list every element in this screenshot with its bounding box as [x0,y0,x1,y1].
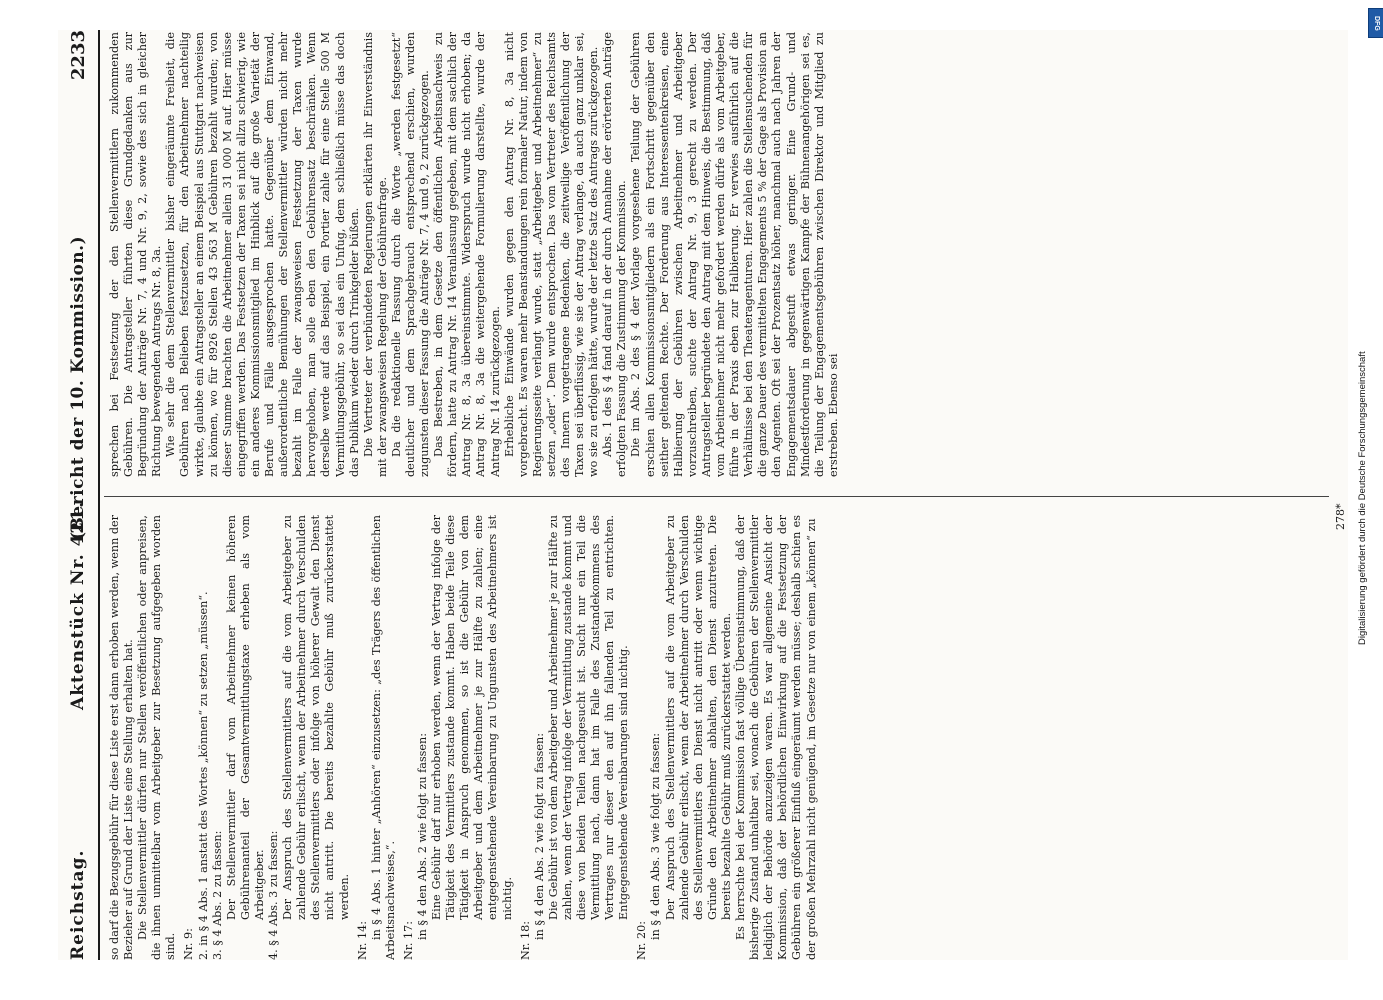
paragraph: in § 4 den Abs. 3 wie folgt zu fassen: [649,732,663,940]
paragraph: Die Vertreter der verbündeten Regierungen erklärten ihr Einverständnis mit der zwangsweisen Regelung der Gebührenfrage. [361,32,389,477]
paragraph: Eine Gebühr darf nur erhoben werden, wenn der Vertrag infolge der Tätigkeit des Vermittlers zustande kommt. Haben beide Teile diese Tätigkeit in Anspruch genommen, so ist die Gebühr von dem Arbeitgeber und dem Arbeitnehmer je zur Hälfte zu zahlen; eine entgegenstehende Vereinbarung zu Ungunsten des Arbeitnehmers ist nichtig. [430,515,514,920]
paragraph: sprechen bei Festsetzung der den Stellenvermittlern zukommenden Gebühren. Die Antragsteller führten diese Grundgedanken aus zur Begründung der Anträge Nr. 7, 4 und Nr. 9, 2, sowie des sich in gleicher Richtung bewegenden Antrags Nr. 8, 3a. [108,32,164,477]
paragraph: Das Bestreben, in dem Gesetze den öffentlichen Arbeitsnachweis zu fördern, hatte zu Antrag Nr. 14 Veranlassung gegeben, mit dem sachlich der Antrag Nr. 8, 3a übereinstimmte. Widerspruch wurde nicht erhoben; da Antrag Nr. 8, 3a die weitergehende Formulierung darstellte, wurde der Antrag Nr. 14 zurückgezogen. [432,32,502,477]
paragraph: Da die redaktionelle Fassung durch die Worte „werden festgesetzt“ deutlicher und dem Sprachgebrauch entsprechend erschien, wurden zugunsten dieser Fassung die Anträge Nr. 7, 4 und 9, 2 zurückgezogen. [389,32,432,477]
section-heading: Nr. 9: [182,928,196,960]
paragraph: Der Anspruch des Stellenvermittlers auf die vom Arbeitgeber zu zahlende Gebühr erlischt, wenn der Arbeitnehmer durch Verschulden des Stellenvermittlers den Dienst nicht antritt oder wenn wichtige Gründe den Arbeitnehmer abhalten, den Dienst anzutreten. Die bereits bezahlte Gebühr muß zurückerstattet werden. [663,515,733,920]
left-column [108,515,1328,960]
signature-mark: 278* [1334,503,1347,530]
paragraph: Der Anspruch des Stellenvermittlers auf die vom Arbeitgeber zu zahlende Gebühr erlischt, wenn der Arbeitnehmer durch Verschulden des Stellenvermittlers oder infolge von höherer Gewalt den Dienst nicht antritt. Die bereits bezahlte Gebühr muß zurückerstattet werden. [281,515,351,920]
paragraph: in § 4 den Abs. 2 wie folgt zu fassen: [532,732,546,940]
paragraph: Abs. 1 des § 4 fand darauf in der durch Annahme der erörterten Anträge erfolgten Fassung die Zustimmung der Kommission. [601,32,629,477]
header-rule [98,30,100,960]
right-column [108,32,1328,477]
paragraph: in § 4 den Abs. 2 wie folgt zu fassen: [415,732,429,940]
dfg-logo: DFG [1368,8,1383,38]
header-title: Aktenstück Nr. 421. [68,500,88,710]
digitization-note-text: Digitalisierung gefördert durch die Deutsche Forschungsgemeinschaft [1357,351,1368,645]
section-heading: Nr. 14: [355,920,369,960]
header-subtitle: (Bericht der 10. Kommission.) [68,235,88,540]
digitization-note [1352,5,1374,645]
paragraph: Die Gebühr ist von dem Arbeitgeber und Arbeitnehmer je zur Hälfte zu zahlen, wenn der Vertrag infolge der Vermittlung zustande kommt und diese von beiden Teilen nachgesucht ist. Sucht nur ein Teil die Vermittlung nach, dann hat im Falle des Zustandekommens des Vertrages nur dieser den auf ihn fallenden Teil zu entrichten. Entgegenstehende Vereinbarungen sind nichtig. [546,515,631,920]
paragraph: Wie sehr die dem Stellenvermittler bisher eingeräumte Freiheit, die Gebühren nach Belieben festzusetzen, für den Arbeitnehmer nachteilig wirkte, glaubte ein Antragsteller an einem Beispiel aus Stuttgart nachweisen zu können, wo für 8926 Stellen 43 563 M Gebühren bezahlt wurden; von dieser Summe brachten die Arbeitnehmer allein 31 000 M auf. Hier müsse eingegriffen werden. Das Festsetzen der Taxen sei nicht allzu schwierig, wie ein anderes Kommissionsmitglied im Hinblick auf die große Varietät der Berufe und Fälle ausgesprochen hatte. Gegenüber dem Einwand, außerordentliche Bemühungen der Stellenvermittler würden nicht mehr bezahlt im Falle der zwangsweisen Festsetzung der Taxen wurde hervorgehoben, man solle eben den Gebührensatz beschränken. Wenn derselbe werde auf das Beispiel, ein Portier zahle für eine Stelle 500 M Vermittlungsgebühr, so sei das ein Unfug, dem schließlich müsse das doch das Publikum wieder durch Trinkgelder büßen. [164,32,361,477]
paragraph: so darf die Bezugsgebühr für diese Liste erst dann erhoben werden, wenn der Bezieher auf Grund der Liste eine Stellung erhalten hat. [108,515,136,960]
column-divider [104,496,1329,497]
header-left: Reichstag. [68,849,88,960]
paragraph: 4. § 4 Abs. 3 zu fassen: [267,830,281,960]
page-header [58,30,98,960]
paragraph: Die im Abs. 2 des § 4 der Vorlage vorgesehene Teilung der Gebühren erschien allen Kommissionsmitgliedern als ein Fortschritt gegenüber den seither geltenden Rechte. Der Forderung aus Interessentenkreisen, eine Halbierung der Gebühren zwischen Arbeitnehmer und Arbeitgeber vorzuschreiben, suchte der Antrag Nr. 9, 3 gerecht zu werden. Der Antragsteller begründete den Antrag mit dem Hinweis, die Bestimmung, daß vom Arbeitnehmer nicht mehr gefordert werden dürfe als vom Arbeitgeber, führe in der Praxis eben zur Halbierung. Er verwies ausführlich auf die Verhältnisse bei den Theateragenturen. Hier zahlen die Stellensuchenden für die ganze Dauer des vermittelten Engagements 5 % der Gage als Provision an den Agenten. Oft sei der Prozentsatz höher, manchmal auch nach Jahren der Engagementsdauer abgestuft etwas geringer. Eine Grund- und Mindestforderung in gegenwärtigen Kampfe der Bühnenangehörigen sei es, die Teilung der Engagementsgebühren zwischen Direktor und Mitglied zu erstreben. Ebenso sei [629,32,840,477]
paragraph: Es herrschte bei der Kommission fast völlige Übereinstimmung, daß der bisherige Zustand unhaltbar sei, wonach die Gebühren der Stellenvermittler lediglich der Behörde anzuzeigen waren. Es war allgemeine Ansicht der Kommission, daß der behördlichen Einwirkung auf die Festsetzung der Gebühren ein größerer Einfluß eingeräumt werden müsse; deshalb schien es der großen Mehrzahl nicht genügend, im Gesetze nur von einem „können“ zu [734,515,818,960]
page-number: 2233 [68,30,89,81]
section-heading: Nr. 18: [518,920,532,960]
paragraph: 3. § 4 Abs. 2 zu fassen: [210,830,224,960]
paragraph: 2. in § 4 Abs. 1 anstatt des Wortes „können“ zu setzen „müssen“. [196,591,210,960]
paragraph: in § 4 Abs. 1 hinter „Anhören“ einzusetzen: „des Trägers des öffentlichen Arbeitsnachweises,“. [369,515,397,960]
paragraph: Erhebliche Einwände wurden gegen den Antrag Nr. 8, 3a nicht vorgebracht. Es waren mehr Beanstandungen rein formaler Natur, indem von Regierungsseite verlangt wurde, statt „Arbeitgeber und Arbeitnehmer“ zu setzen „oder“. Dem wurde entsprochen. Das vom Vertreter des Reichsamts des Innern vorgetragene Bedenken, die zeitweilige Veröffentlichung der Taxen sei überflüssig, wie sie der Antrag verlange, da auch ganz unklar sei, wo sie zu erfolgen hätte, wurde der letzte Satz des Antrags zurückgezogen. [502,32,601,477]
paragraph: Der Stellenvermittler darf vom Arbeitnehmer keinen höheren Gebührenanteil der Gesamtvermittlungstaxe erheben als vom Arbeitgeber. [224,515,266,920]
paragraph: Die Stellenvermittler dürfen nur Stellen veröffentlichen oder anpreisen, die ihnen unmittelbar vom Arbeitgeber zur Besetzung aufgegeben worden sind. [136,515,178,960]
section-heading: Nr. 17: [401,920,415,960]
document-sheet [58,30,1348,960]
section-heading: Nr. 20: [635,920,649,960]
